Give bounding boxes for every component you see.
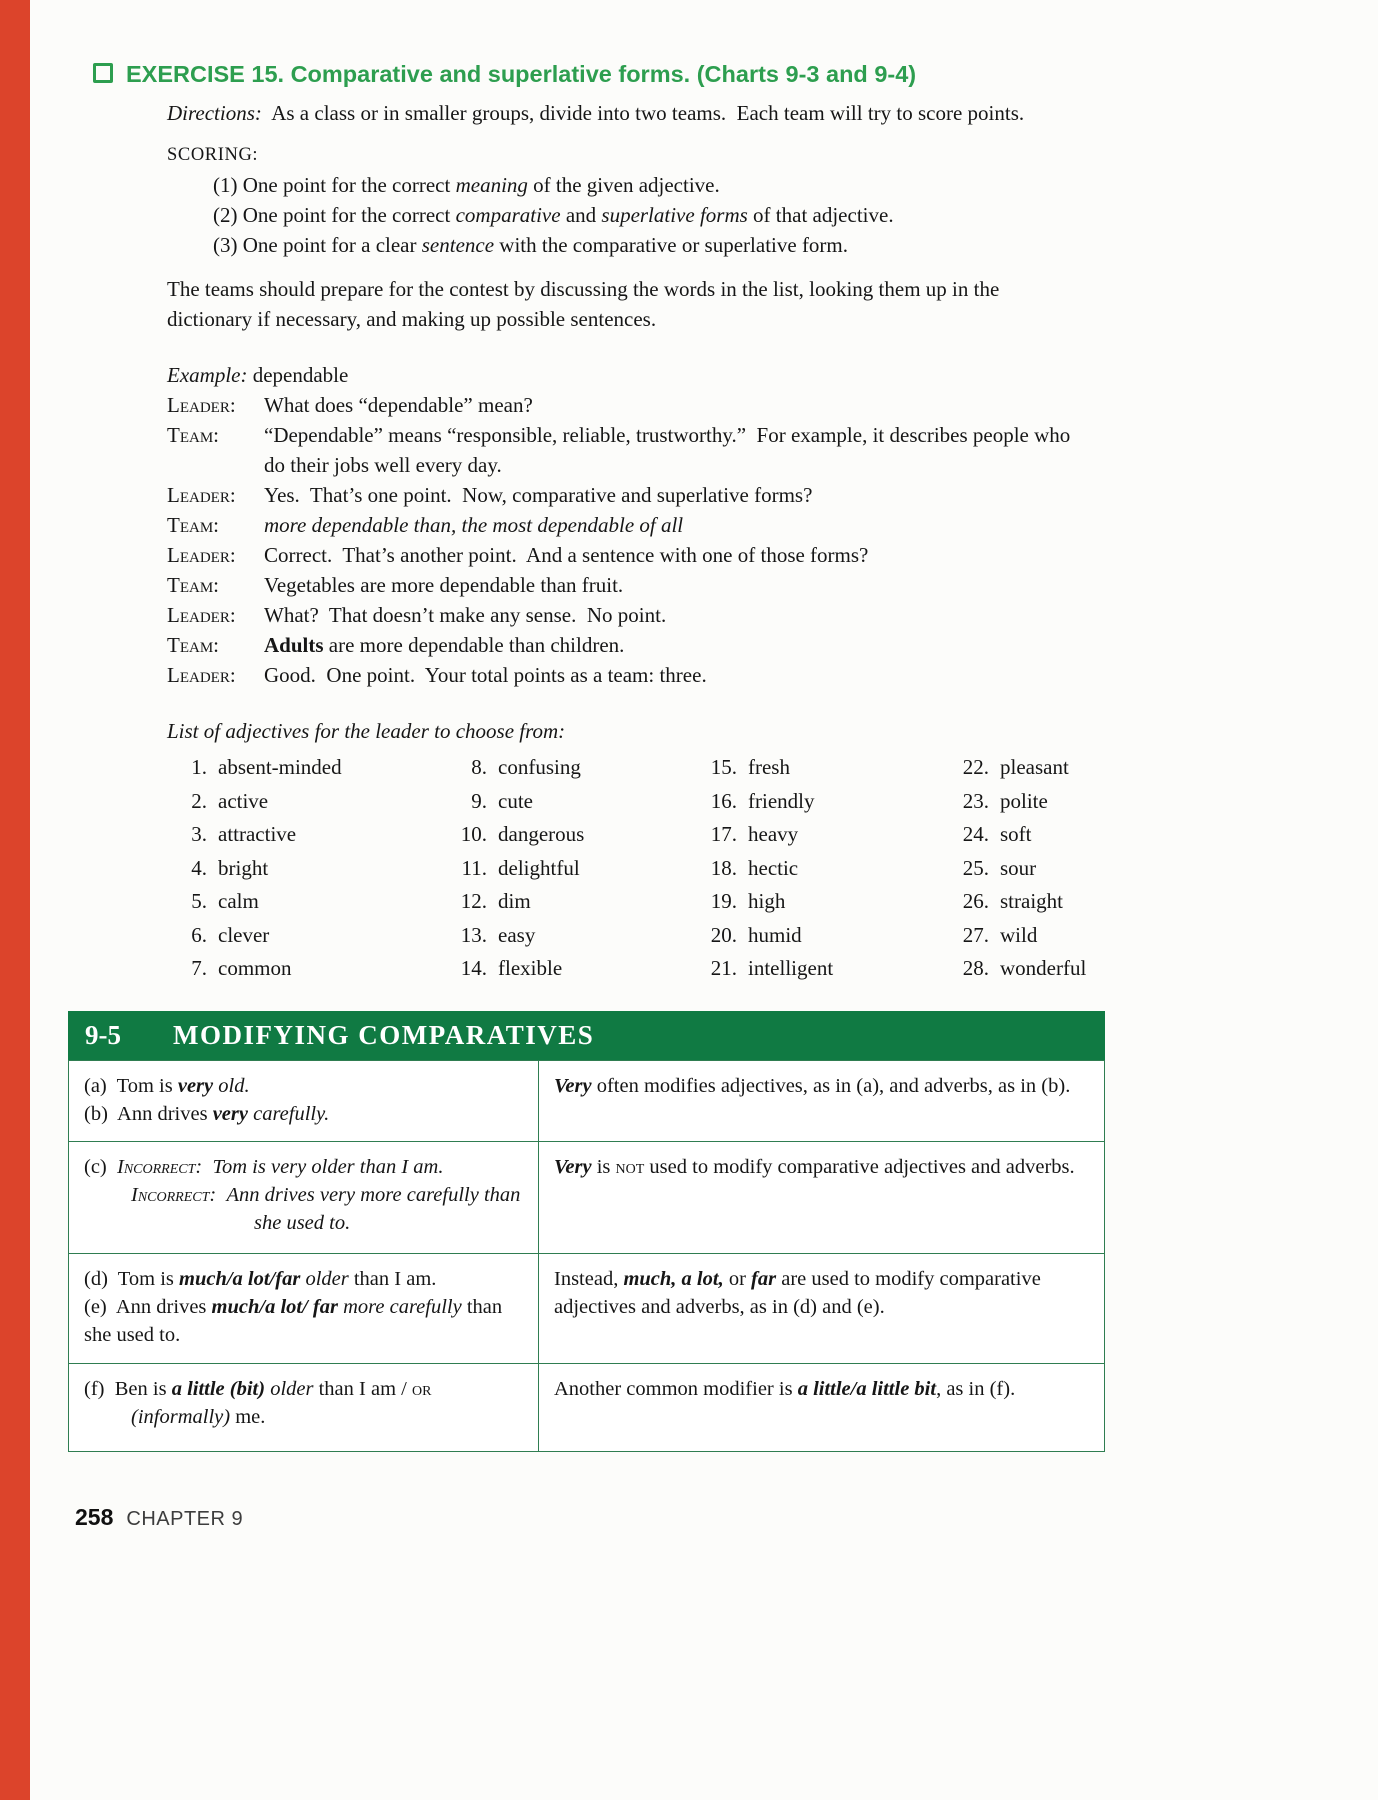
chart-row	[69, 1141, 1105, 1253]
scoring-label: SCORING:	[167, 145, 259, 165]
dialogue-speaker: Team:	[167, 633, 219, 657]
page-footer	[75, 1504, 243, 1531]
adjective-item: 14. flexible	[460, 956, 563, 980]
dialogue-line	[167, 420, 1080, 480]
adjective-item: 3. attractive	[191, 822, 297, 846]
dialogue-speaker: Team:	[167, 423, 219, 447]
scoring-item: (1) One point for the correct meaning of the given adjective.	[213, 173, 720, 197]
adjective-item: 5. calm	[191, 889, 259, 913]
adjective-item: 15. fresh	[710, 755, 790, 779]
chart-example-line: (e) Ann drives much/a lot/ far more carefully than she used to.	[84, 1295, 508, 1346]
chart-examples-cell	[69, 1141, 539, 1253]
adjective-list	[167, 752, 1087, 987]
exercise-body	[167, 98, 1087, 987]
dialogue-line	[167, 630, 1080, 660]
chart-explanation: Very often modifies adjectives, as in (a), and adverbs, as in (b).	[554, 1074, 1071, 1097]
chart-header	[68, 1011, 1105, 1060]
preparation-paragraph: The teams should prepare for the contest by discussing the words in the list, looking them up in the dictionary if necessary, and making up possible sentences.	[167, 277, 1000, 331]
chart-row	[69, 1253, 1105, 1363]
chart-explanation-cell	[539, 1141, 1105, 1253]
dialogue-text: Adults are more dependable than children.	[264, 633, 625, 657]
adjective-item: 11. delightful	[461, 855, 580, 880]
dialogue-line	[167, 660, 1080, 690]
scoring-item: (2) One point for the correct comparative and superlative forms of that adjective.	[213, 203, 894, 227]
dialogue-text: Correct. That’s another point. And a sentence with one of those forms?	[264, 543, 869, 567]
dialogue-speaker: Team:	[167, 513, 219, 537]
dialogue-speaker: Team:	[167, 573, 219, 597]
dialogue-line	[167, 510, 1080, 540]
adjective-item: 24. soft	[962, 822, 1032, 846]
dialogue-text: Good. One point. Your total points as a team: three.	[264, 663, 707, 687]
chart-explanation: Another common modifier is a little/a little bit, as in (f).	[554, 1377, 1016, 1400]
dialogue-speaker: Leader:	[167, 543, 236, 567]
adjective-item: 6. clever	[191, 922, 270, 947]
dialogue-text: What? That doesn’t make any sense. No point.	[264, 603, 667, 627]
chart-example-line: (c) Incorrect: Tom is very older than I am.	[84, 1155, 444, 1178]
dialogue-line	[167, 600, 1080, 630]
adjective-column	[949, 752, 1086, 987]
adjective-item: 8. confusing	[471, 755, 581, 779]
dialogue-text: more dependable than, the most dependable of all	[264, 513, 684, 537]
adjective-item: 18. hectic	[710, 855, 799, 880]
chart-row	[69, 1363, 1105, 1451]
chart-explanation-cell	[539, 1363, 1105, 1451]
adjective-item: 20. humid	[710, 922, 802, 947]
dialogue-line	[167, 570, 1080, 600]
adjective-column	[447, 752, 697, 987]
dialogue-speaker: Leader:	[167, 393, 236, 417]
exercise-directions: Directions: As a class or in smaller groups, divide into two teams. Each team will try to score points.	[167, 101, 1025, 125]
adjective-item: 10. dangerous	[460, 822, 585, 846]
adjective-item: 23. polite	[962, 788, 1048, 813]
dialogue-text: Vegetables are more dependable than fruit.	[264, 573, 624, 597]
example-word: dependable	[252, 363, 349, 387]
chart-example-line: (f) Ben is a little (bit) older than I am / or (informally) me.	[84, 1377, 432, 1428]
scoring-item: (3) One point for a clear sentence with the comparative or superlative form.	[213, 233, 849, 257]
adjective-item: 2. active	[191, 788, 269, 813]
dialogue-text: What does “dependable” mean?	[264, 393, 533, 417]
adjective-item: 28. wonderful	[962, 956, 1087, 980]
chart-examples-cell	[69, 1253, 539, 1363]
chart-explanation: Very is not used to modify comparative adjectives and adverbs.	[554, 1155, 1075, 1178]
dialogue-speaker: Leader:	[167, 663, 236, 687]
adjective-list-intro: List of adjectives for the leader to choose from:	[167, 719, 566, 743]
example-label: Example:	[167, 363, 248, 387]
adjective-item: 12. dim	[460, 889, 531, 913]
chart-example-line: Incorrect: Ann drives very more carefully than she used to.	[131, 1183, 526, 1234]
adjective-item: 7. common	[191, 956, 292, 980]
dialogue-speaker: Leader:	[167, 603, 236, 627]
adjective-item: 4. bright	[191, 855, 269, 880]
chart-explanation-cell	[539, 1060, 1105, 1141]
dialogue-line	[167, 480, 1080, 510]
dialogue-text: Yes. That’s one point. Now, comparative and superlative forms?	[264, 483, 813, 507]
chapter-label: CHAPTER 9	[126, 1508, 244, 1530]
page-content	[75, 60, 1115, 1452]
adjective-item: 27. wild	[962, 922, 1038, 947]
exercise-checkbox-icon	[93, 63, 113, 83]
chart-examples-cell	[69, 1363, 539, 1451]
adjective-column	[697, 752, 949, 987]
chart-example-line: (a) Tom is very old.	[84, 1074, 250, 1097]
adjective-column	[167, 752, 447, 987]
adjective-item: 9. cute	[471, 788, 533, 813]
chart-examples-cell	[69, 1060, 539, 1141]
dialogue-line	[167, 390, 1080, 420]
grammar-chart-9-5	[68, 1011, 1105, 1452]
adjective-item: 21. intelligent	[710, 956, 834, 980]
adjective-item: 22. pleasant	[962, 755, 1069, 779]
exercise-title: EXERCISE 15. Comparative and superlative forms. (Charts 9-3 and 9-4)	[126, 61, 917, 87]
example-line	[167, 360, 1080, 390]
dialogue-speaker: Leader:	[167, 483, 236, 507]
page-number: 258	[75, 1504, 114, 1530]
adjective-item: 17. heavy	[710, 822, 799, 846]
adjective-item: 1. absent-minded	[191, 755, 342, 779]
adjective-item: 19. high	[710, 889, 786, 913]
chart-number: 9-5	[85, 1019, 121, 1050]
chart-row	[69, 1060, 1105, 1141]
page-edge-red-bar	[0, 0, 30, 1800]
adjective-item: 25. sour	[962, 855, 1037, 880]
scoring-list	[213, 170, 1080, 260]
dialogue-line	[167, 540, 1080, 570]
chart-example-line: (d) Tom is much/a lot/far older than I am.	[84, 1267, 437, 1290]
example-dialogue	[167, 390, 1080, 690]
chart-table	[68, 1060, 1105, 1452]
chart-explanation: Instead, much, a lot, or far are used to modify comparative adjectives and adverbs, as in (d) and (e).	[554, 1267, 1046, 1318]
chart-example-line: (b) Ann drives very carefully.	[84, 1102, 330, 1125]
adjective-item: 13. easy	[460, 922, 536, 947]
dialogue-text: “Dependable” means “responsible, reliable, trustworthy.” For example, it describes people who do their jobs well every day.	[264, 423, 1076, 477]
chart-title: MODIFYING COMPARATIVES	[173, 1019, 595, 1050]
adjective-item: 26. straight	[962, 889, 1063, 913]
adjective-item: 16. friendly	[710, 788, 815, 813]
exercise-heading	[75, 60, 1115, 89]
chart-explanation-cell	[539, 1253, 1105, 1363]
